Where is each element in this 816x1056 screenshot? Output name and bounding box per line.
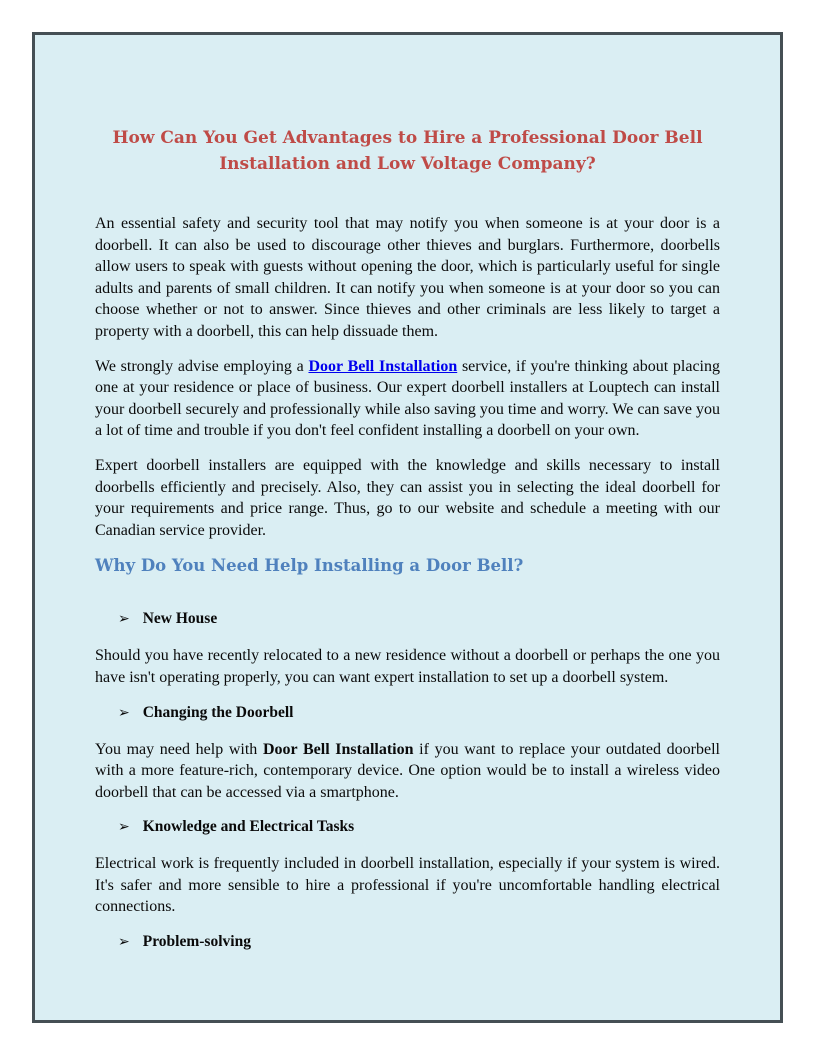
bullet-item-knowledge-electrical (95, 816, 720, 838)
door-bell-installation-link[interactable]: Door Bell Installation (308, 357, 458, 375)
bullet-label: Problem-solving (142, 933, 251, 951)
bullet-item-changing-doorbell (95, 702, 720, 724)
arrow-bullet-icon: ➢ (118, 611, 130, 628)
arrow-bullet-icon: ➢ (118, 819, 130, 836)
advise-paragraph-after: service, if you're thinking about placing one at your residence or place of business. Our expert doorbell installers at Louptech can install your doorbell securely and professionally while also saving you time and worry. We can save you a lot of time and trouble if you don't feel confident installing a doorbell on your own. (95, 357, 720, 440)
bullet-label: New House (142, 610, 218, 628)
intro-paragraph: An essential safety and security tool that may notify you when someone is at your door is a doorbell. It can also be used to discourage other thieves and burglars. Furthermore, doorbells allow users to speak with guests without opening the door, which is particularly useful for single adults and parents of small children. It can notify you when someone is at your door so you can choose whether or not to answer. Since thieves and other criminals are less likely to target a property with a doorbell, this can help dissuade them. (95, 215, 720, 340)
changing-doorbell-paragraph (95, 739, 720, 804)
arrow-bullet-icon: ➢ (118, 704, 130, 721)
document-title-line-2: Installation and Low Voltage Company? (219, 154, 596, 174)
expert-paragraph: Expert doorbell installers are equipped with the knowledge and skills necessary to install doorbells efficiently and precisely. Also, they can assist you in selecting the ideal doorbell for your requirements and price range. Thus, go to our website and schedule a meeting with our Canadian service provider. (95, 456, 720, 539)
bullet-label: Changing the Doorbell (142, 703, 294, 721)
new-house-paragraph: Should you have recently relocated to a new residence without a doorbell or perhaps the one you have isn't operating properly, you can want expert installation to set up a doorbell system. (95, 647, 720, 686)
document-title-line-1: How Can You Get Advantages to Hire a Professional Door Bell (112, 128, 703, 148)
arrow-bullet-icon: ➢ (118, 934, 130, 951)
bullet-item-problem-solving (95, 931, 720, 953)
document-panel (32, 32, 783, 1023)
bullet-item-new-house (95, 608, 720, 630)
knowledge-electrical-paragraph: Electrical work is frequently included in doorbell installation, especially if your system is wired. It's safer and more sensible to hire a professional if you're uncomfortable handling electrical connections. (95, 855, 720, 916)
bullet-label: Knowledge and Electrical Tasks (142, 818, 355, 836)
section-heading: Why Do You Need Help Installing a Door Bell? (95, 556, 524, 576)
changing-doorbell-after: if you want to replace your outdated doorbell with a more feature-rich, contemporary device. One option would be to install a wireless video doorbell that can be accessed via a smartphone. (95, 740, 720, 801)
advise-paragraph (95, 356, 720, 442)
changing-doorbell-before: You may need help with (95, 740, 263, 758)
document-title (95, 125, 720, 177)
changing-doorbell-bold: Door Bell Installation (262, 740, 414, 758)
advise-paragraph-before: We strongly advise employing a (95, 357, 309, 375)
